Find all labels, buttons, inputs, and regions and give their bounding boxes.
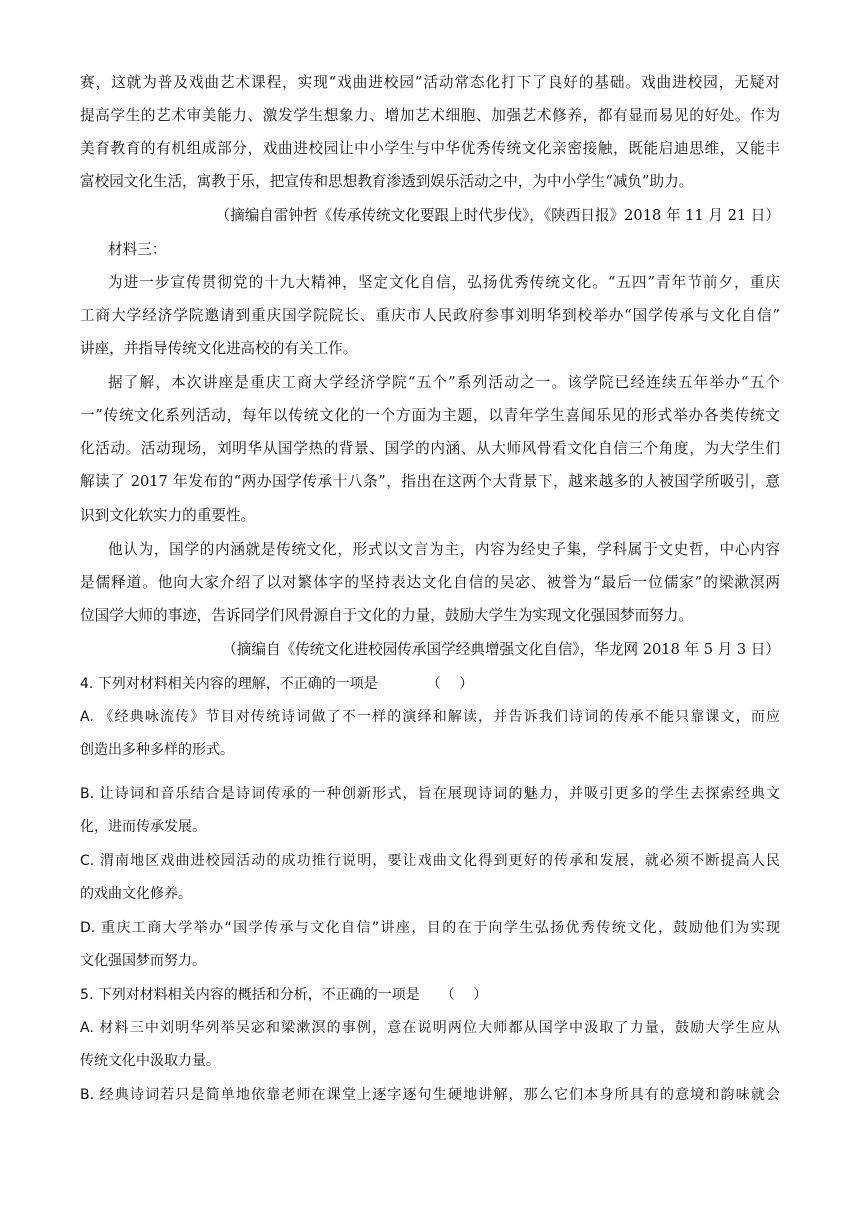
paragraph-line: 化活动。活动现场，刘明华从国学热的背景、国学的内涵、从大师风骨看文化自信三个角度，为大学生们 — [80, 440, 780, 457]
question-4-option-b: B. 让诗词和音乐结合是诗词传承的一种创新形式，旨在展现诗词的魅力，并吸引更多的学生去探索经典文 — [80, 786, 780, 802]
question-4-option-a: A. 《经典咏流传》节目对传统诗词做了不一样的演绎和解读，并告诉我们诗词的传承不能只靠课文，而应 — [80, 709, 780, 725]
paragraph-line: 为进一步宣传贯彻党的十九大精神，坚定文化自信，弘扬优秀传统文化。“五四”青年节前夕，重庆 — [108, 274, 780, 291]
paragraph-line: 美育教育的有机组成部分，戏曲进校园让中小学生与中华优秀传统文化亲密接触，既能启迪思维，又能丰 — [80, 140, 780, 157]
paragraph-line: 据了解，本次讲座是重庆工商大学经济学院“五个”系列活动之一。该学院已经连续五年举办“五个 — [108, 374, 780, 391]
section-heading: 材料三： — [108, 241, 167, 258]
paragraph-line: 提高学生的艺术审美能力、激发学生想象力、增加艺术细胞、加强艺术修养，都有显而易见的好处。作为 — [80, 107, 780, 124]
question-4-option-a-cont: 创造出多种多样的形式。 — [80, 742, 234, 758]
question-4-option-d-cont: 文化强国梦而努力。 — [80, 953, 206, 969]
paragraph-line: 识到文化软实力的重要性。 — [80, 507, 256, 524]
citation: （摘编自《传统文化进校园传承国学经典增强文化自信》，华龙网 2018 年 5 月 3 日） — [222, 641, 780, 658]
paragraph-line: 他认为，国学的内涵就是传统文化，形式以文言为主，内容为经史子集，学科属于文史哲，中心内容 — [108, 541, 780, 558]
question-5-stem: 5. 下列对材料相关内容的概括和分析，不正确的一项是 （ ） — [80, 987, 488, 1003]
question-4-option-b-cont: 化，进而传承发展。 — [80, 819, 206, 835]
question-5-option-a-cont: 传统文化中汲取力量。 — [80, 1053, 220, 1069]
paragraph-line: 是儒释道。他向大家介绍了以对繁体字的坚持表达文化自信的吴宓、被誉为“最后一位儒家”的梁漱溟两 — [80, 574, 780, 591]
paragraph-line: 讲座，并指导传统文化进高校的有关工作。 — [80, 340, 358, 357]
paragraph-line: 一”传统文化系列活动，每年以传统文化的一个方面为主题，以青年学生喜闻乐见的形式举办各类传统文 — [80, 407, 780, 424]
question-5-option-b: B. 经典诗词若只是简单地依靠老师在课堂上逐字逐句生硬地讲解，那么它们本身所具有的意境和韵味就会 — [80, 1087, 780, 1103]
question-4-stem: 4. 下列对材料相关内容的理解，不正确的一项是 （ ） — [80, 676, 474, 692]
question-4-option-c: C. 渭南地区戏曲进校园活动的成功推行说明，要让戏曲文化得到更好的传承和发展，就必须不断提高人民 — [80, 853, 780, 869]
question-4-option-c-cont: 的戏曲文化修养。 — [80, 886, 192, 902]
paragraph-line: 工商大学经济学院邀请到重庆国学院院长、重庆市人民政府参事刘明华到校举办“国学传承与文化自信” — [80, 307, 780, 324]
question-5-option-a: A. 材料三中刘明华列举吴宓和梁漱溟的事例，意在说明两位大师都从国学中汲取了力量，鼓励大学生应从 — [80, 1020, 780, 1036]
question-4-option-d: D. 重庆工商大学举办“国学传承与文化自信”讲座，目的在于向学生弘扬优秀传统文化，鼓励他们为实现 — [80, 920, 780, 936]
paragraph-line: 位国学大师的事迹，告诉同学们风骨源自于文化的力量，鼓励大学生为实现文化强国梦而努力。 — [80, 607, 693, 624]
citation: （摘编自雷钟哲《传承传统文化要跟上时代步伐》，《陕西日报》2018 年 11 月 21 日） — [215, 207, 780, 224]
paragraph-line: 赛，这就为普及戏曲艺术课程，实现“戏曲进校园”活动常态化打下了良好的基础。戏曲进校园，无疑对 — [80, 74, 780, 91]
paragraph-line: 富校园文化生活，寓教于乐，把宣传和思想教育渗透到娱乐活动之中，为中小学生“减负”助力。 — [80, 173, 694, 190]
paragraph-line: 解读了 2017 年发布的“两办国学传承十八条”，指出在这两个大背景下，越来越多的人被国学所吸引，意 — [80, 473, 780, 490]
